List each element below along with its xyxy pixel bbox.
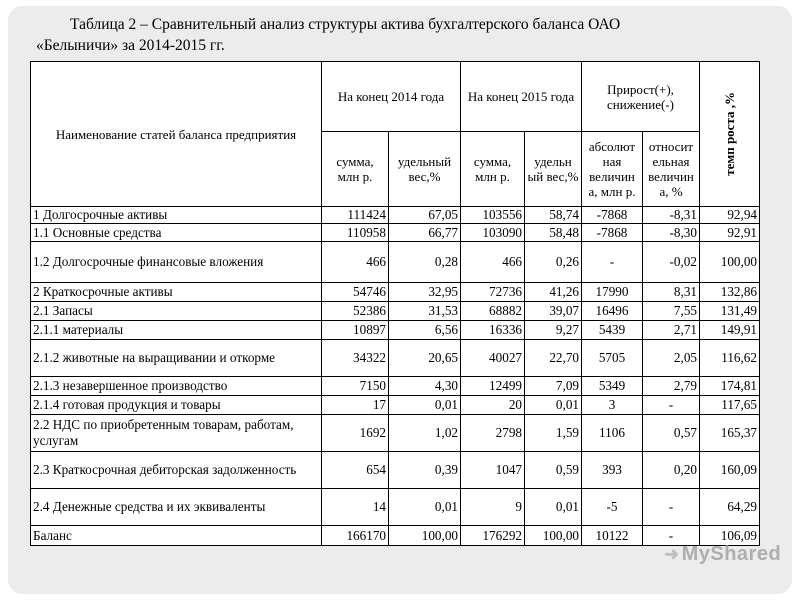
rel-change: 0,20 bbox=[643, 452, 700, 489]
header-change: Прирост(+), снижение(-) bbox=[582, 62, 700, 132]
share-2014: 31,53 bbox=[389, 302, 461, 321]
growth-rate: 64,29 bbox=[700, 489, 760, 526]
table-row bbox=[31, 242, 760, 283]
abs-change: -7868 bbox=[582, 224, 643, 242]
row-name: 2.1.2 животные на выращивании и откорме bbox=[31, 340, 322, 377]
growth-rate: 165,37 bbox=[700, 415, 760, 452]
share-2015: 58,48 bbox=[525, 224, 582, 242]
table-row bbox=[31, 415, 760, 452]
header-growth-text: темп роста ,% bbox=[722, 92, 737, 176]
sum-2015: 466 bbox=[461, 242, 525, 283]
table-row bbox=[31, 207, 760, 224]
sum-2015: 68882 bbox=[461, 302, 525, 321]
header-end-2015: На конец 2015 года bbox=[461, 62, 582, 132]
row-name: Баланс bbox=[31, 526, 322, 546]
rel-change: 8,31 bbox=[643, 283, 700, 302]
row-name: 2.1 Запасы bbox=[31, 302, 322, 321]
rel-change: -8,30 bbox=[643, 224, 700, 242]
sum-2015: 2798 bbox=[461, 415, 525, 452]
rel-change: 2,05 bbox=[643, 340, 700, 377]
growth-rate: 160,09 bbox=[700, 452, 760, 489]
sum-2015: 103556 bbox=[461, 207, 525, 224]
abs-change: 5705 bbox=[582, 340, 643, 377]
watermark-logo: ➜ MyShared bbox=[664, 543, 782, 565]
row-name: 2.1.4 готовая продукция и товары bbox=[31, 396, 322, 415]
sum-2014: 34322 bbox=[322, 340, 389, 377]
share-2014: 20,65 bbox=[389, 340, 461, 377]
growth-rate: 131,49 bbox=[700, 302, 760, 321]
header-sum-2014: сумма, млн р. bbox=[322, 132, 389, 207]
share-2014: 4,30 bbox=[389, 377, 461, 396]
abs-change: 10122 bbox=[582, 526, 643, 546]
sum-2014: 110958 bbox=[322, 224, 389, 242]
table-row bbox=[31, 452, 760, 489]
share-2015: 7,09 bbox=[525, 377, 582, 396]
header-end-2014: На конец 2014 года bbox=[322, 62, 461, 132]
share-2014: 0,28 bbox=[389, 242, 461, 283]
share-2015: 0,01 bbox=[525, 489, 582, 526]
sum-2014: 52386 bbox=[322, 302, 389, 321]
header-abs: абсолют ная величин а, млн р. bbox=[582, 132, 643, 207]
row-name: 2.2 НДС по приобретенным товарам, работам, услугам bbox=[31, 415, 322, 452]
sum-2015: 20 bbox=[461, 396, 525, 415]
sum-2014: 1692 bbox=[322, 415, 389, 452]
sum-2014: 14 bbox=[322, 489, 389, 526]
growth-rate: 92,94 bbox=[700, 207, 760, 224]
growth-rate: 174,81 bbox=[700, 377, 760, 396]
growth-rate: 117,65 bbox=[700, 396, 760, 415]
share-2015: 0,01 bbox=[525, 396, 582, 415]
header-rel: относит ельная величин а, % bbox=[643, 132, 700, 207]
share-2015: 58,74 bbox=[525, 207, 582, 224]
balance-table bbox=[30, 61, 760, 546]
sum-2015: 9 bbox=[461, 489, 525, 526]
growth-rate: 92,91 bbox=[700, 224, 760, 242]
rel-change: - bbox=[643, 526, 700, 546]
sum-2015: 103090 bbox=[461, 224, 525, 242]
sum-2014: 466 bbox=[322, 242, 389, 283]
header-share-2015: удельн ый вес,% bbox=[525, 132, 582, 207]
share-2014: 1,02 bbox=[389, 415, 461, 452]
abs-change: 5349 bbox=[582, 377, 643, 396]
table-title bbox=[36, 14, 766, 56]
growth-rate: 149,91 bbox=[700, 321, 760, 340]
row-name: 1.1 Основные средства bbox=[31, 224, 322, 242]
sum-2015: 16336 bbox=[461, 321, 525, 340]
table-row bbox=[31, 396, 760, 415]
abs-change: 3 bbox=[582, 396, 643, 415]
share-2014: 6,56 bbox=[389, 321, 461, 340]
sum-2014: 111424 bbox=[322, 207, 389, 224]
rel-change: - bbox=[643, 396, 700, 415]
title-line-1: Таблица 2 – Сравнительный анализ структуры актива бухгалтерского баланса ОАО bbox=[70, 16, 621, 33]
rel-change: 2,79 bbox=[643, 377, 700, 396]
row-name: 2.4 Денежные средства и их эквиваленты bbox=[31, 489, 322, 526]
rel-change: -8,31 bbox=[643, 207, 700, 224]
growth-rate: 106,09 bbox=[700, 526, 760, 546]
sum-2014: 166170 bbox=[322, 526, 389, 546]
table-row bbox=[31, 302, 760, 321]
row-name: 1 Долгосрочные активы bbox=[31, 207, 322, 224]
share-2014: 32,95 bbox=[389, 283, 461, 302]
growth-rate: 116,62 bbox=[700, 340, 760, 377]
share-2015: 100,00 bbox=[525, 526, 582, 546]
rel-change: 7,55 bbox=[643, 302, 700, 321]
share-2014: 100,00 bbox=[389, 526, 461, 546]
share-2015: 22,70 bbox=[525, 340, 582, 377]
sum-2015: 40027 bbox=[461, 340, 525, 377]
sum-2014: 654 bbox=[322, 452, 389, 489]
header-share-2014: удельный вес,% bbox=[389, 132, 461, 207]
sum-2014: 54746 bbox=[322, 283, 389, 302]
abs-change: 1106 bbox=[582, 415, 643, 452]
share-2015: 39,07 bbox=[525, 302, 582, 321]
sum-2014: 7150 bbox=[322, 377, 389, 396]
table-row bbox=[31, 526, 760, 546]
growth-rate: 100,00 bbox=[700, 242, 760, 283]
abs-change: 16496 bbox=[582, 302, 643, 321]
table-row bbox=[31, 283, 760, 302]
row-name: 2.1.1 материалы bbox=[31, 321, 322, 340]
header-growth bbox=[700, 62, 760, 207]
share-2015: 9,27 bbox=[525, 321, 582, 340]
row-name: 2.1.3 незавершенное производство bbox=[31, 377, 322, 396]
row-name: 1.2 Долгосрочные финансовые вложения bbox=[31, 242, 322, 283]
share-2015: 1,59 bbox=[525, 415, 582, 452]
share-2015: 41,26 bbox=[525, 283, 582, 302]
row-name: 2.3 Краткосрочная дебиторская задолженность bbox=[31, 452, 322, 489]
abs-change: 393 bbox=[582, 452, 643, 489]
abs-change: 5439 bbox=[582, 321, 643, 340]
header-sum-2015: сумма, млн р. bbox=[461, 132, 525, 207]
share-2014: 0,01 bbox=[389, 396, 461, 415]
abs-change: - bbox=[582, 242, 643, 283]
share-2014: 66,77 bbox=[389, 224, 461, 242]
rel-change: 0,57 bbox=[643, 415, 700, 452]
row-name: 2 Краткосрочные активы bbox=[31, 283, 322, 302]
watermark-text: MyShared bbox=[681, 543, 782, 565]
growth-rate: 132,86 bbox=[700, 283, 760, 302]
table-row bbox=[31, 224, 760, 242]
sum-2014: 10897 bbox=[322, 321, 389, 340]
table-row bbox=[31, 377, 760, 396]
title-line-2: «Белыничи» за 2014-2015 гг. bbox=[36, 37, 225, 54]
header-name: Наименование статей баланса предприятия bbox=[31, 62, 322, 207]
sum-2015: 72736 bbox=[461, 283, 525, 302]
rel-change: 2,71 bbox=[643, 321, 700, 340]
rel-change: - bbox=[643, 489, 700, 526]
abs-change: 17990 bbox=[582, 283, 643, 302]
sum-2014: 17 bbox=[322, 396, 389, 415]
table-row bbox=[31, 321, 760, 340]
share-2015: 0,26 bbox=[525, 242, 582, 283]
share-2014: 0,39 bbox=[389, 452, 461, 489]
table-row bbox=[31, 340, 760, 377]
sum-2015: 176292 bbox=[461, 526, 525, 546]
share-2015: 0,59 bbox=[525, 452, 582, 489]
share-2014: 0,01 bbox=[389, 489, 461, 526]
sum-2015: 12499 bbox=[461, 377, 525, 396]
sum-2015: 1047 bbox=[461, 452, 525, 489]
rel-change: -0,02 bbox=[643, 242, 700, 283]
table-row bbox=[31, 489, 760, 526]
abs-change: -7868 bbox=[582, 207, 643, 224]
abs-change: -5 bbox=[582, 489, 643, 526]
share-2014: 67,05 bbox=[389, 207, 461, 224]
